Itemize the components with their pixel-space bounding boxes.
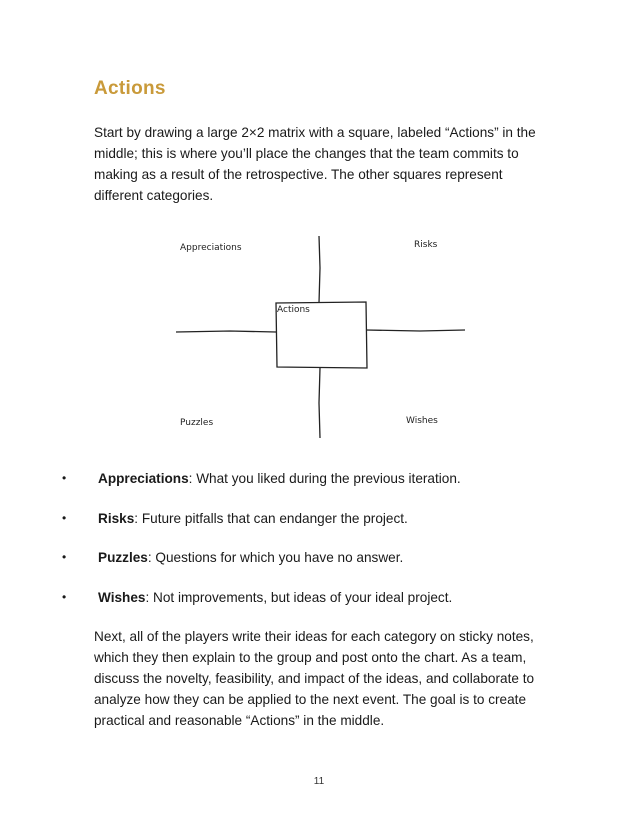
list-item-term: Puzzles (98, 550, 148, 565)
horizontal-line-right (366, 330, 465, 331)
list-item-term: Risks (98, 510, 135, 526)
bullet-marker: • (62, 589, 67, 604)
matrix-drawing (170, 228, 470, 443)
bullet-marker: • (62, 471, 67, 485)
label-actions: Actions (277, 305, 310, 315)
label-puzzles: Puzzles (180, 418, 214, 428)
list-item (62, 508, 582, 548)
list-item-text: : Questions for which you have no answer. (147, 550, 404, 565)
outro-paragraph: Next, all of the players write their ideas for each category on sticky notes, which they then explain to the group and post onto the chart. As a team, discuss the novelty, feasibility, and impact of the ideas, and collaborate to analyze how they can be applied to the next event. The goal is to create practical and reasonable “Actions” in the middle. (94, 629, 535, 728)
label-risks: Risks (414, 240, 438, 250)
list-item-text: : What you liked during the previous iteration. (188, 471, 461, 486)
vertical-line-top (319, 236, 320, 303)
list-item-text: : Not improvements, but ideas of your ideal project. (145, 589, 453, 605)
list-item-term: Appreciations (98, 471, 189, 486)
list-item (62, 547, 582, 587)
section-heading: Actions (94, 78, 166, 99)
horizontal-line-left (176, 331, 276, 332)
page-number: 11 (313, 776, 325, 787)
bullet-marker: • (62, 550, 67, 564)
label-appreciations: Appreciations (180, 243, 242, 253)
intro-paragraph: Start by drawing a large 2×2 matrix with a square, labeled “Actions” in the middle; this is where you’ll place the changes that the team commits to making as a result of the retrospective. The other squares represent different categories. (94, 125, 536, 203)
vertical-line-bottom (319, 368, 320, 438)
retrospective-matrix-diagram (170, 228, 470, 443)
list-item (62, 468, 582, 508)
list-item-text: : Future pitfalls that can endanger the project. (134, 510, 408, 526)
category-list (62, 468, 582, 626)
list-item (62, 587, 582, 627)
bullet-marker: • (62, 510, 67, 525)
label-wishes: Wishes (406, 416, 438, 426)
list-item-term: Wishes (98, 589, 146, 605)
